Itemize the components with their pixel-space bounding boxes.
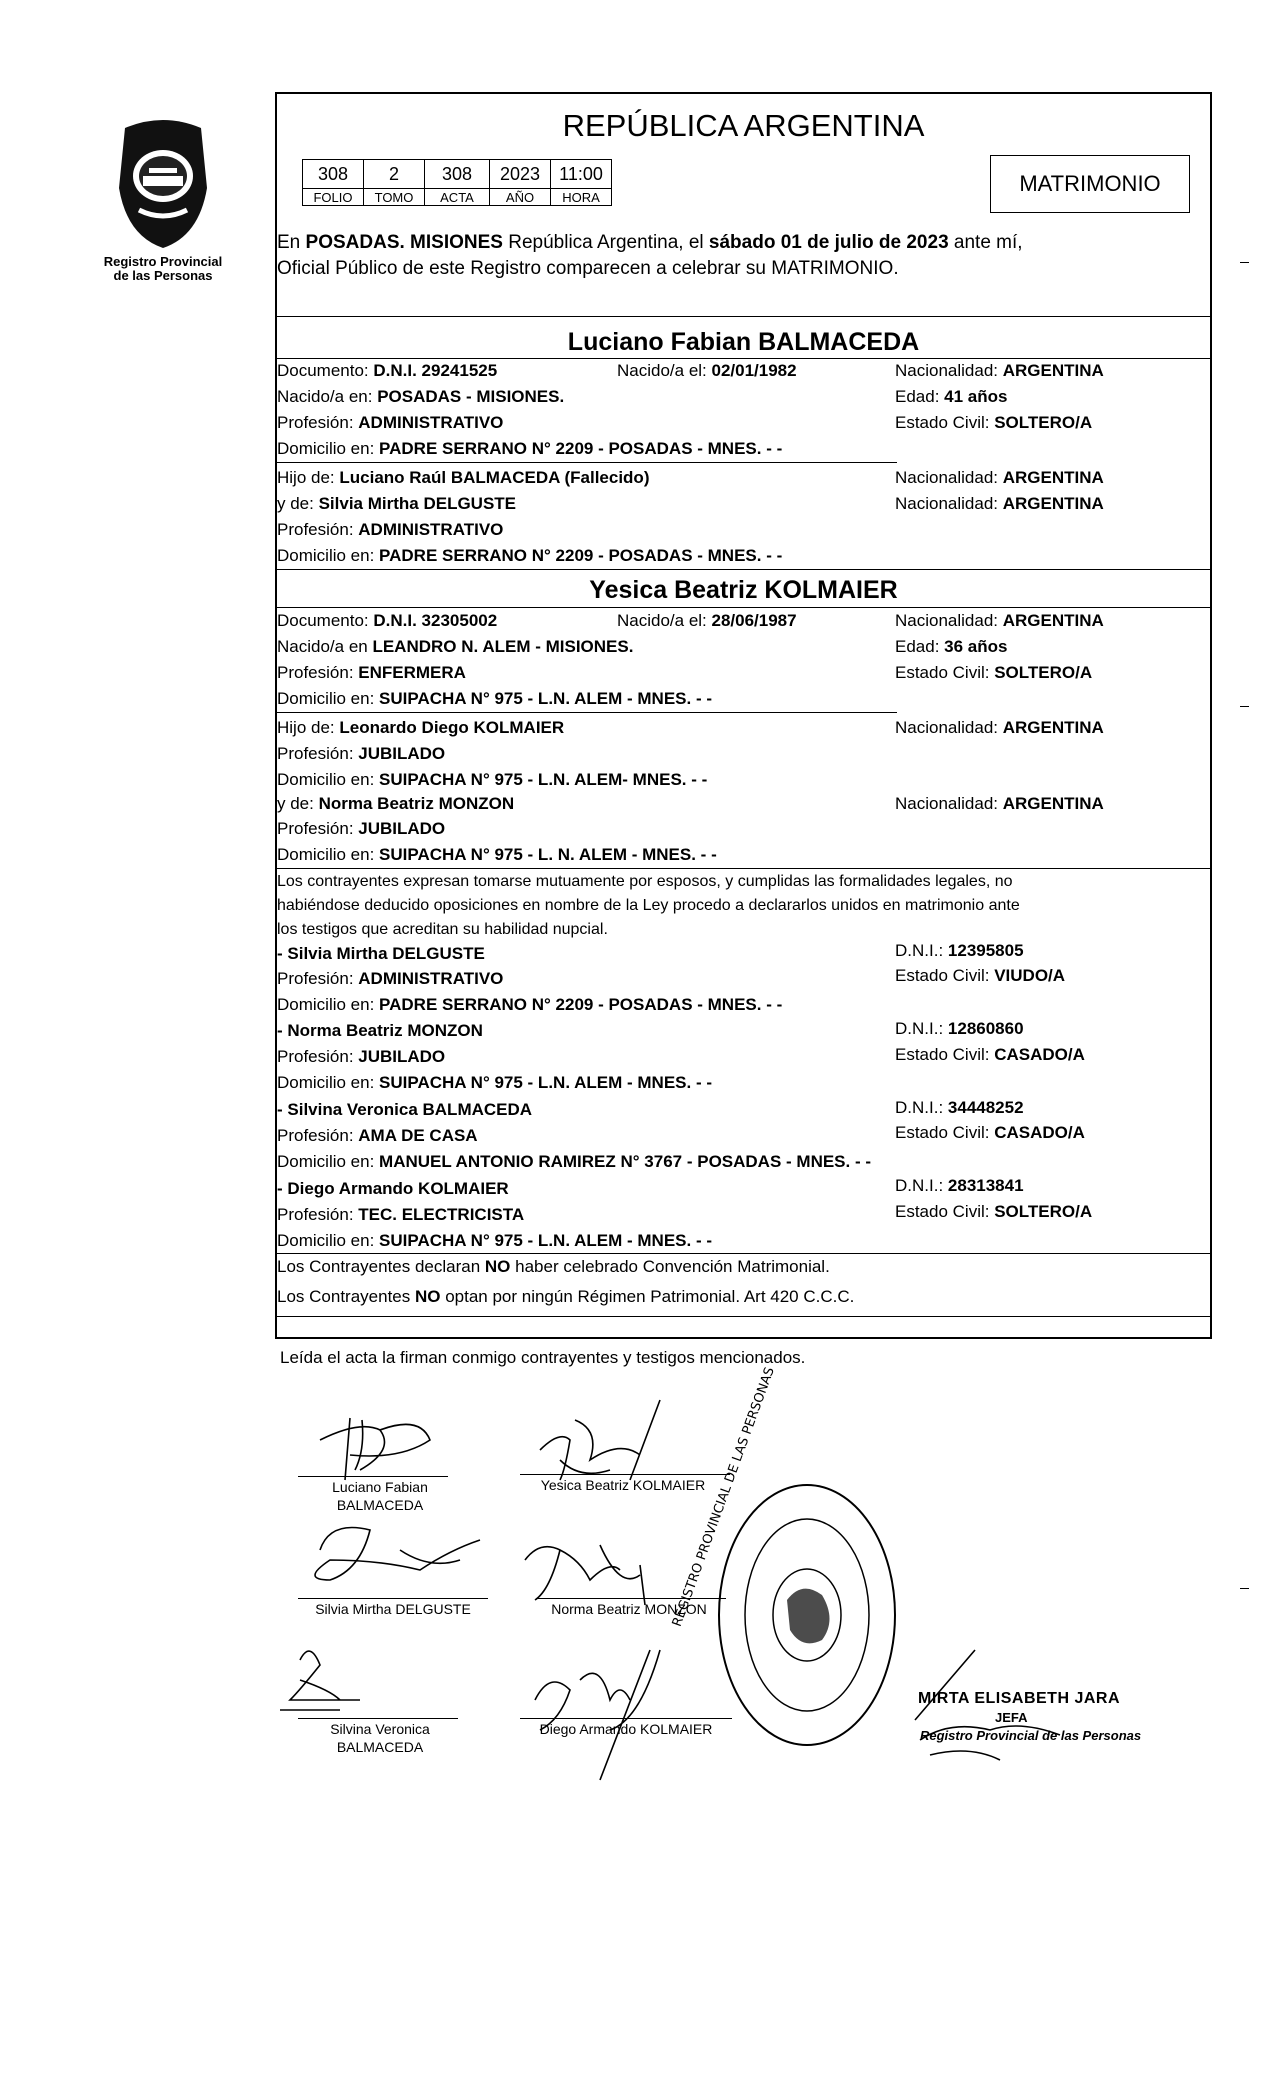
folio-value: 308 — [303, 160, 364, 189]
spouse2-madre-profesion: Profesión: JUBILADO — [277, 819, 446, 838]
witness3-civil: Estado Civil: CASADO/A — [895, 1123, 1085, 1142]
spouse2-madre: y de: Norma Beatriz MONZON — [277, 794, 515, 813]
spouse2-nacido: Nacido/a el: 28/06/1987 — [617, 611, 797, 630]
anio-label: AÑO — [490, 189, 551, 206]
official-name: MIRTA ELISABETH JARA — [918, 1690, 1120, 1707]
witness1-profesion: Profesión: ADMINISTRATIVO — [277, 969, 504, 988]
tomo-value: 2 — [364, 160, 425, 189]
spouse1-nacionalidad: Nacionalidad: ARGENTINA — [895, 361, 1104, 380]
official-office: Registro Provincial de las Personas — [920, 1728, 1142, 1743]
country-title: REPÚBLICA ARGENTINA — [562, 108, 925, 143]
spouse1-profesion: Profesión: ADMINISTRATIVO — [277, 413, 504, 432]
hora-value: 11:00 — [551, 160, 612, 189]
declaration-line1: Los contrayentes expresan tomarse mutuamente por esposos, y cumplidas las formalidades legales, no — [277, 873, 1013, 890]
stamp-text: REGISTRO PROVINCIAL DE LAS PERSONAS — [669, 1365, 778, 1629]
witness4-dni: D.N.I.: 28313841 — [895, 1176, 1024, 1195]
registry-stamp-icon — [669, 1365, 902, 1760]
hora-label: HORA — [551, 189, 612, 206]
convention-line1: Los Contrayentes declaran NO haber celebrado Convención Matrimonial. — [277, 1257, 830, 1276]
spouse1-civil: Estado Civil: SOLTERO/A — [895, 413, 1093, 432]
spouse1-madre: y de: Silvia Mirtha DELGUSTE — [277, 494, 517, 513]
spouse2-lugar: Nacido/a en LEANDRO N. ALEM - MISIONES. — [277, 637, 634, 656]
intro-line2: Oficial Público de este Registro comparecen a celebrar su MATRIMONIO. — [277, 258, 899, 279]
witness4-civil: Estado Civil: SOLTERO/A — [895, 1202, 1093, 1221]
document-type-box: MATRIMONIO — [990, 155, 1190, 213]
signature-caption-diego: Diego Armando KOLMAIER — [539, 1721, 713, 1737]
declaration-line2: habiéndose deducido oposiciones en nombre de la Ley procedo a declararlos unidos en matrimonio ante — [277, 897, 1020, 914]
witness1-civil: Estado Civil: VIUDO/A — [895, 966, 1066, 985]
logo-caption-line1: Registro Provincial — [103, 254, 223, 269]
convention-line2: Los Contrayentes NO optan por ningún Régimen Patrimonial. Art 420 C.C.C. — [277, 1287, 855, 1306]
intro-line1: En POSADAS. MISIONES República Argentina, el sábado 01 de julio de 2023 ante mí, — [277, 232, 1023, 253]
signature-caption-silvia: Silvia Mirtha DELGUSTE — [315, 1601, 471, 1617]
spouse2-madre-nacionalidad: Nacionalidad: ARGENTINA — [895, 794, 1104, 813]
spouse1-edad: Edad: 41 años — [895, 387, 1008, 406]
witness3-profesion: Profesión: AMA DE CASA — [277, 1126, 478, 1145]
spouse1-madre-nacionalidad: Nacionalidad: ARGENTINA — [895, 494, 1104, 513]
spouse2-padre-domicilio: Domicilio en: SUIPACHA N° 975 - L.N. ALEM- MNES. - - — [277, 770, 708, 789]
spouse1-padre: Hijo de: Luciano Raúl BALMACEDA (Fallecido) — [277, 468, 650, 487]
witness2-domicilio: Domicilio en: SUIPACHA N° 975 - L.N. ALEM - MNES. - - — [277, 1073, 713, 1092]
signature-caption-norma: Norma Beatriz MONZON — [551, 1601, 707, 1617]
signature-caption-luciano: Luciano Fabian BALMACEDA — [332, 1479, 428, 1513]
anio-value: 2023 — [490, 160, 551, 189]
spouse1-domicilio: Domicilio en: PADRE SERRANO N° 2209 - POSADAS - MNES. - - — [277, 439, 783, 458]
official-title: JEFA — [995, 1710, 1028, 1725]
witness3-name: - Silvina Veronica BALMACEDA — [277, 1100, 533, 1119]
witness2-civil: Estado Civil: CASADO/A — [895, 1045, 1085, 1064]
declaration-line3: los testigos que acreditan su habilidad nupcial. — [277, 921, 608, 938]
witness3-domicilio: Domicilio en: MANUEL ANTONIO RAMIREZ N° 3767 - POSADAS - MNES. - - — [277, 1152, 872, 1171]
signature-luciano — [320, 1418, 430, 1480]
witness1-domicilio: Domicilio en: PADRE SERRANO N° 2209 - POSADAS - MNES. - - — [277, 995, 783, 1014]
logo-caption-line2: de las Personas — [113, 268, 213, 283]
declaration-paragraph — [277, 870, 1020, 942]
spouse1-lugar: Nacido/a en: POSADAS - MISIONES. — [277, 387, 565, 406]
closing-statement: Leída el acta la firman conmigo contrayentes y testigos mencionados. — [280, 1348, 806, 1367]
registry-logo — [103, 118, 223, 258]
witness3-dni: D.N.I.: 34448252 — [895, 1098, 1024, 1117]
spouse2-padre-nacionalidad: Nacionalidad: ARGENTINA — [895, 718, 1104, 737]
spouse2-documento: Documento: D.N.I. 32305002 — [277, 611, 498, 630]
spouse1-padres-profesion: Profesión: ADMINISTRATIVO — [277, 520, 504, 539]
acta-label: ACTA — [425, 189, 490, 206]
signature-yesica — [540, 1400, 660, 1480]
spouse2-madre-domicilio: Domicilio en: SUIPACHA N° 975 - L. N. ALEM - MNES. - - — [277, 845, 717, 864]
spouse2-domicilio: Domicilio en: SUIPACHA N° 975 - L.N. ALEM - MNES. - - — [277, 689, 713, 708]
signature-caption-silvina: Silvina Veronica BALMACEDA — [330, 1721, 430, 1755]
witness2-dni: D.N.I.: 12860860 — [895, 1019, 1024, 1038]
tomo-label: TOMO — [364, 189, 425, 206]
witness1-dni: D.N.I.: 12395805 — [895, 941, 1024, 960]
spouse1-documento: Documento: D.N.I. 29241525 — [277, 361, 498, 380]
registry-data-table — [302, 159, 612, 206]
official-stamp — [669, 1365, 902, 1760]
spouse2-civil: Estado Civil: SOLTERO/A — [895, 663, 1093, 682]
spouse1-padres-domicilio: Domicilio en: PADRE SERRANO N° 2209 - POSADAS - MNES. - - — [277, 546, 783, 565]
signature-silvina — [280, 1651, 360, 1710]
signature-silvia — [315, 1528, 480, 1581]
witness2-name: - Norma Beatriz MONZON — [277, 1021, 483, 1040]
signature-caption-yesica: Yesica Beatriz KOLMAIER — [540, 1477, 706, 1493]
spouse2-edad: Edad: 36 años — [895, 637, 1008, 656]
spouse2-profesion: Profesión: ENFERMERA — [277, 663, 466, 682]
spouse2-padre: Hijo de: Leonardo Diego KOLMAIER — [277, 718, 565, 737]
witness4-name: - Diego Armando KOLMAIER — [277, 1179, 509, 1198]
spouse2-padre-profesion: Profesión: JUBILADO — [277, 744, 446, 763]
witness1-name: - Silvia Mirtha DELGUSTE — [277, 944, 485, 963]
spouse1-name: Luciano Fabian BALMACEDA — [567, 328, 920, 356]
marriage-certificate — [275, 92, 1212, 1339]
acta-value: 308 — [425, 160, 490, 189]
witness2-profesion: Profesión: JUBILADO — [277, 1047, 446, 1066]
spouse1-nacido: Nacido/a el: 02/01/1982 — [617, 361, 797, 380]
province-seal-icon — [103, 118, 223, 258]
spouse1-padre-nacionalidad: Nacionalidad: ARGENTINA — [895, 468, 1104, 487]
spouse2-nacionalidad: Nacionalidad: ARGENTINA — [895, 611, 1104, 630]
folio-label: FOLIO — [303, 189, 364, 206]
spouse2-name: Yesica Beatriz KOLMAIER — [589, 576, 898, 604]
witness4-domicilio: Domicilio en: SUIPACHA N° 975 - L.N. ALEM - MNES. - - — [277, 1231, 713, 1250]
witness4-profesion: Profesión: TEC. ELECTRICISTA — [277, 1205, 525, 1224]
signature-diego — [535, 1650, 660, 1780]
signature-norma — [525, 1545, 645, 1605]
